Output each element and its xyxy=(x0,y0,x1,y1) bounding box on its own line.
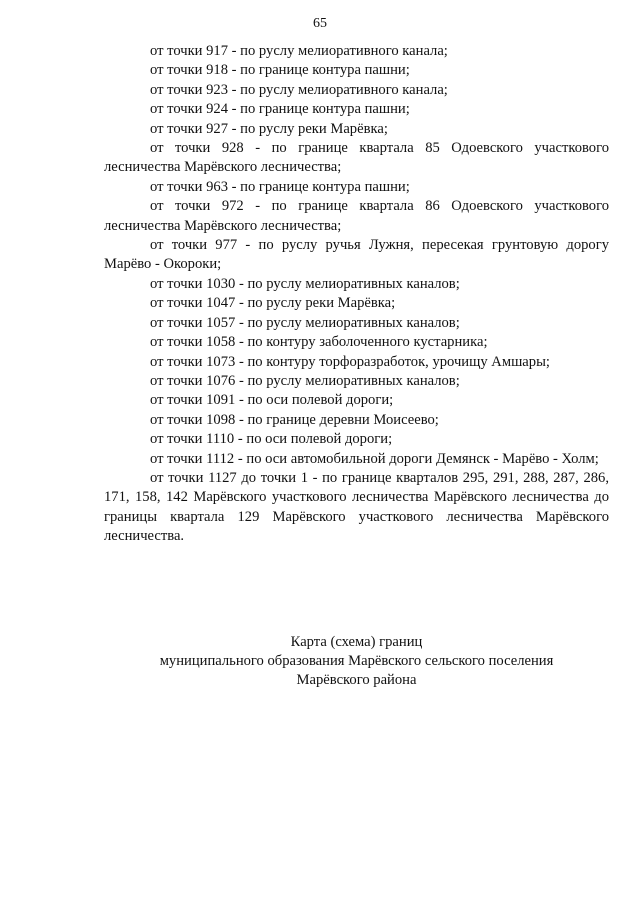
paragraph: от точки 928 - по границе квартала 85 Одоевского участкового лесничества Марёвского лесничества; xyxy=(104,140,609,176)
paragraph: от точки 1112 - по оси автомобильной дороги Демянск - Марёво - Холм; xyxy=(150,450,599,467)
paragraph: от точки 918 - по границе контура пашни; xyxy=(150,62,410,79)
map-title-line: Карта (схема) границ xyxy=(290,634,423,650)
paragraph: от точки 1047 - по руслу реки Марёвка; xyxy=(150,295,396,312)
paragraph: от точки 1058 - по контуру заболоченного кустарника; xyxy=(150,334,488,351)
paragraph: от точки 977 - по руслу ручья Лужня, пересекая грунтовую дорогу Марёво - Окороки; xyxy=(104,237,609,273)
paragraph: от точки 924 - по границе контура пашни; xyxy=(150,101,410,118)
paragraph: от точки 1110 - по оси полевой дороги; xyxy=(150,431,393,448)
map-title-line: муниципального образования Марёвского сельского поселения xyxy=(159,653,554,669)
paragraph: от точки 1057 - по руслу мелиоративных каналов; xyxy=(150,314,460,331)
map-title xyxy=(104,633,609,690)
paragraph: от точки 917 - по руслу мелиоративного канала; xyxy=(150,43,448,59)
paragraph: от точки 1127 до точки 1 - по границе кварталов 295, 291, 288, 287, 286, 171, 158, 142 Марёвского участкового лесничества Марёвского лесничества до границы квартала 129 Марёвского участкового лесничества Марёвского лесничества. xyxy=(104,469,609,545)
paragraph: от точки 923 - по руслу мелиоративного канала; xyxy=(150,81,448,98)
paragraph: от точки 1073 - по контуру торфоразработок, урочищу Амшары; xyxy=(150,353,550,370)
paragraph: от точки 972 - по границе квартала 86 Одоевского участкового лесничества Марёвского лесничества; xyxy=(104,198,609,234)
paragraph: от точки 963 - по границе контура пашни; xyxy=(150,178,410,195)
boundary-description xyxy=(104,42,609,547)
page-number: 65 xyxy=(313,16,327,31)
map-title-line: Марёвского района xyxy=(296,672,417,688)
paragraph: от точки 1091 - по оси полевой дороги; xyxy=(150,392,394,409)
paragraph: от точки 1098 - по границе деревни Моисеево; xyxy=(150,411,439,428)
paragraph: от точки 1030 - по руслу мелиоративных каналов; xyxy=(150,275,460,292)
paragraph: от точки 1076 - по руслу мелиоративных каналов; xyxy=(150,372,460,389)
paragraph: от точки 927 - по руслу реки Марёвка; xyxy=(150,120,388,137)
